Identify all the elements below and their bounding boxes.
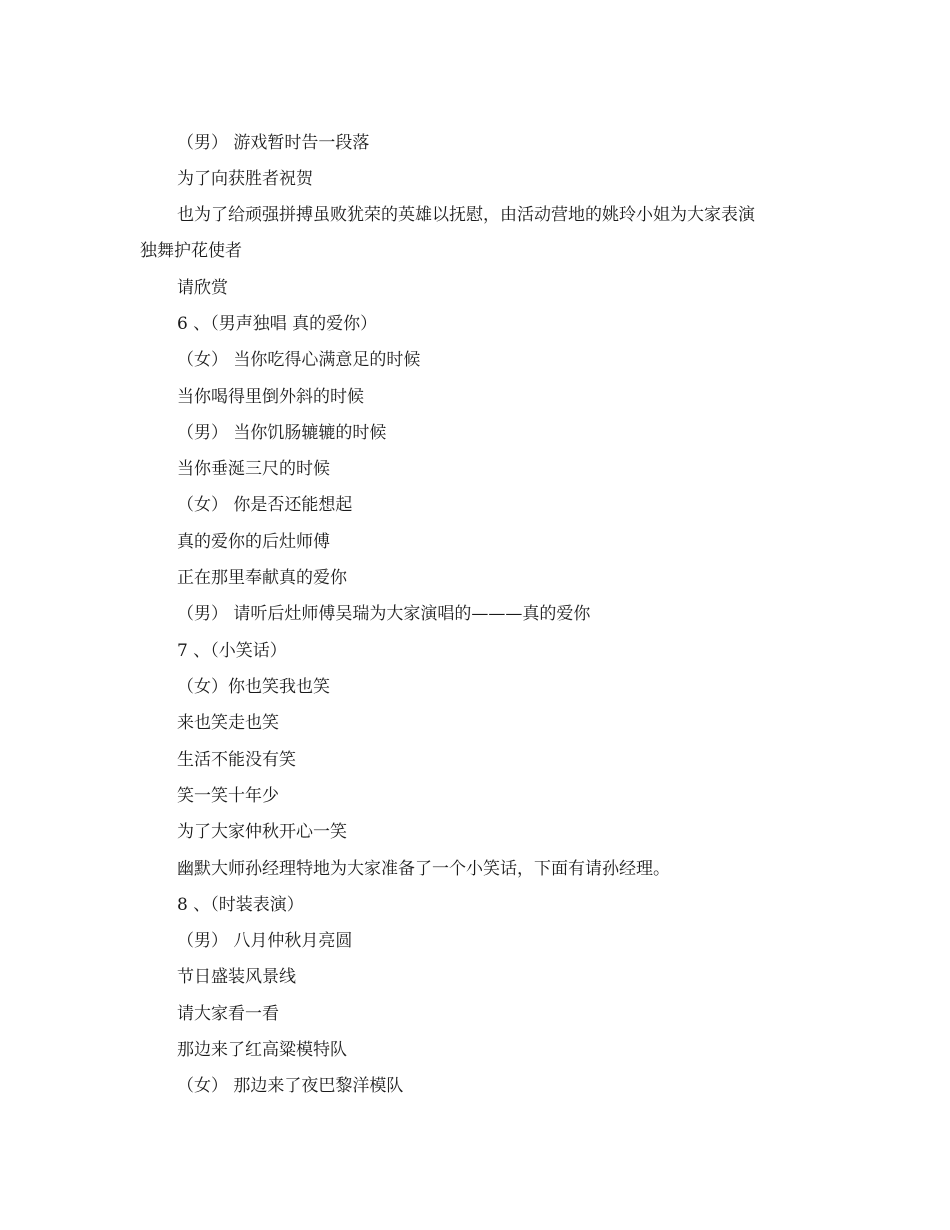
text-line: 来也笑走也笑 [177,713,279,733]
text-line: （男） 游戏暂时告一段落 [177,133,370,153]
section-heading: 6 、（男声独唱 真的爱你） [177,314,378,334]
text-line: 真的爱你的后灶师傅 [177,532,330,552]
text-line: （女） 那边来了夜巴黎洋模队 [177,1076,404,1096]
text-line: （女）你也笑我也笑 [177,677,330,697]
text-line: 为了向获胜者祝贺 [177,169,313,189]
text-line: 幽默大师孙经理特地为大家准备了一个小笑话，下面有请孙经理。 [177,859,670,879]
text-line: 节日盛装风景线 [177,967,296,987]
text-line: 请欣赏 [177,278,228,298]
text-line: （男） 当你饥肠辘辘的时候 [177,423,387,443]
text-line-continuation: 独舞护花使者 [140,241,242,261]
text-line: 那边来了红高粱模特队 [177,1040,347,1060]
text-line: 生活不能没有笑 [177,750,296,770]
text-line: 正在那里奉献真的爱你 [177,568,347,588]
text-line: （男） 请听后灶师傅吴瑞为大家演唱的———真的爱你 [177,604,591,624]
text-line: 也为了给顽强拼搏虽败犹荣的英雄以抚慰，由活动营地的姚玲小姐为大家表演 [177,205,755,225]
text-line: 为了大家仲秋开心一笑 [177,822,347,842]
section-heading: 8 、（时装表演） [177,895,304,915]
text-line: （男） 八月仲秋月亮圆 [177,931,353,951]
text-line: （女） 当你吃得心满意足的时候 [177,350,421,370]
text-line: 当你垂涎三尺的时候 [177,459,330,479]
section-heading: 7 、（小笑话） [177,641,287,661]
text-line: 当你喝得里倒外斜的时候 [177,387,364,407]
text-line: （女） 你是否还能想起 [177,495,353,515]
text-line: 请大家看一看 [177,1004,279,1024]
text-line: 笑一笑十年少 [177,786,279,806]
